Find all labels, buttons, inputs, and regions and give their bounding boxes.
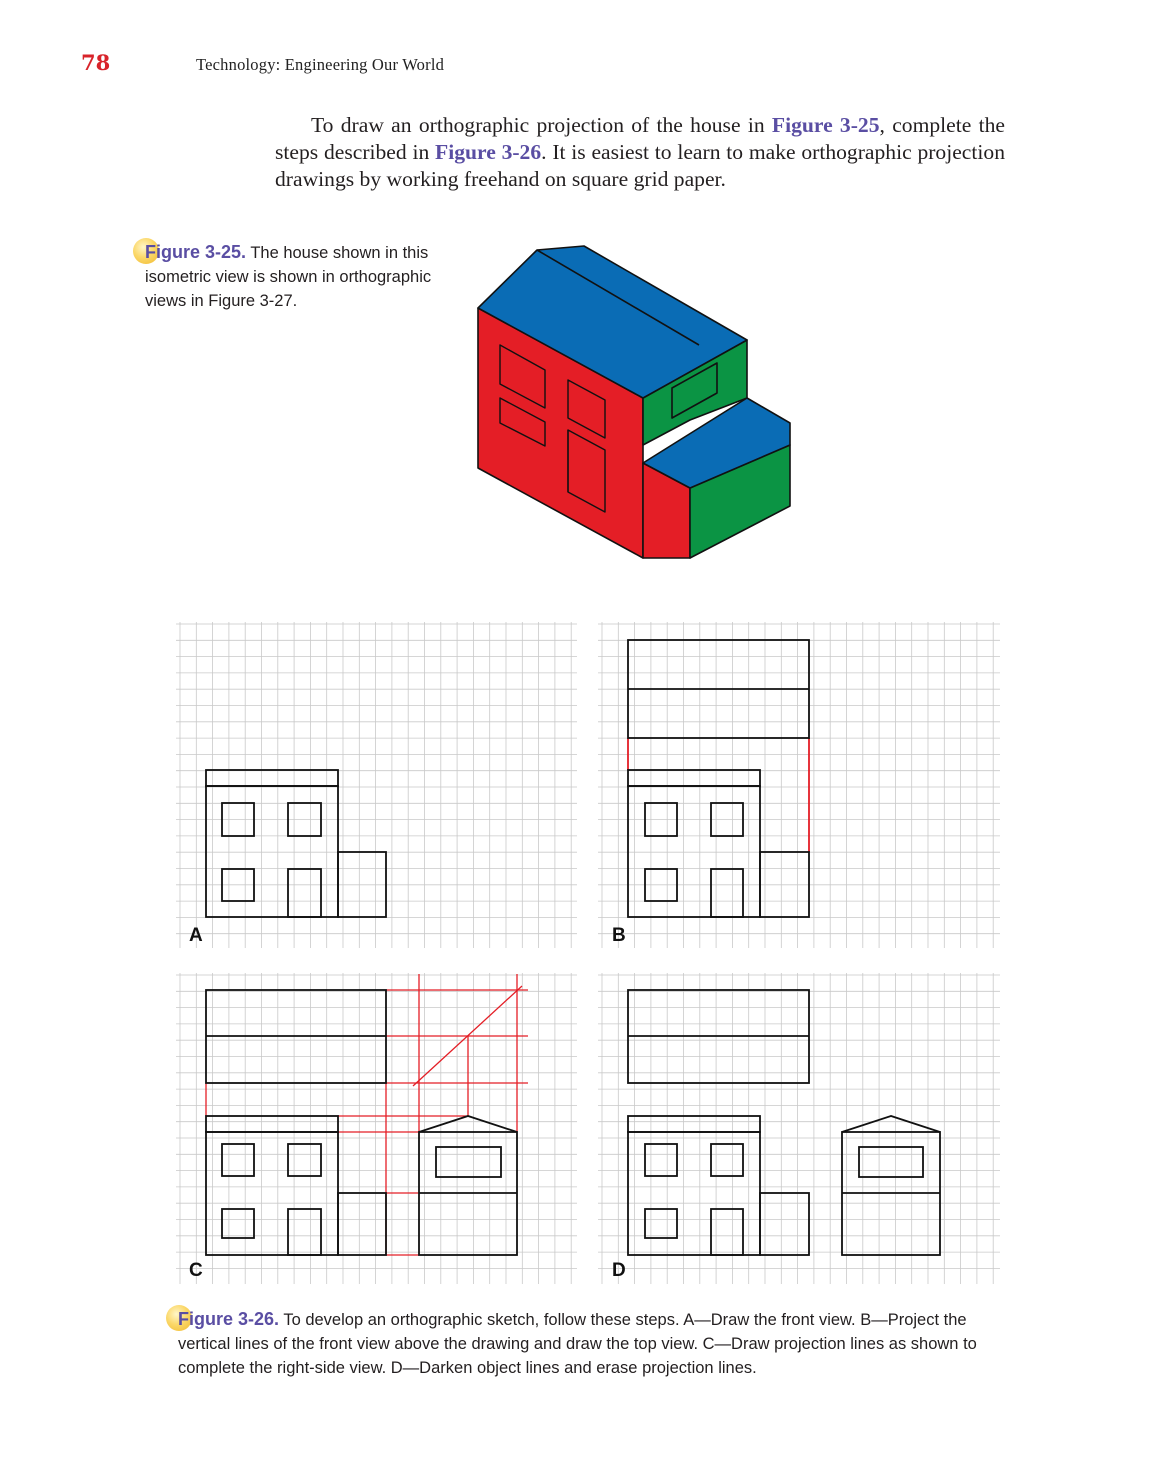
panel-label-a: A xyxy=(189,925,203,946)
panel-c-views xyxy=(206,990,517,1255)
grid-paper-panel xyxy=(176,622,577,948)
figure-reference[interactable]: Figure 3-25 xyxy=(771,113,880,137)
figure-label: Figure 3-25. xyxy=(145,242,247,262)
panel-b-projection xyxy=(628,738,809,852)
panel-label-d: D xyxy=(612,1260,626,1281)
body-text: . It is easiest to learn to make orthographic projection drawings by working freehand on square grid paper. xyxy=(275,140,1005,191)
panel-label-c: C xyxy=(189,1260,203,1281)
grid-paper-panel xyxy=(598,622,1000,948)
caption-text: The house shown in this isometric view is shown in orthographic views in Figure 3-27. xyxy=(145,244,432,310)
grid-panels xyxy=(176,622,1000,1284)
page-number: 78 xyxy=(81,50,111,75)
isometric-house xyxy=(478,246,790,558)
panel-d-views xyxy=(628,990,940,1255)
figure-reference[interactable]: Figure 3-26 xyxy=(435,140,542,164)
figure-label: Figure 3-26. xyxy=(178,1309,280,1329)
running-head: Technology: Engineering Our World xyxy=(196,55,445,74)
panel-label-b: B xyxy=(612,925,626,946)
body-text: , complete the steps described in xyxy=(275,113,1005,164)
panel-b-views xyxy=(628,640,809,917)
body-text: To draw an orthographic projection of the house in xyxy=(311,113,772,137)
caption-text: To develop an orthographic sketch, follow these steps. A—Draw the front view. B—Project the vertical lines of the front view above the drawing and draw the top view. C—Draw projection lines as shown to complete the right-side view. D—Darken object lines and erase projection lines. xyxy=(178,1311,977,1377)
figure-3-26-caption xyxy=(178,1307,1008,1380)
